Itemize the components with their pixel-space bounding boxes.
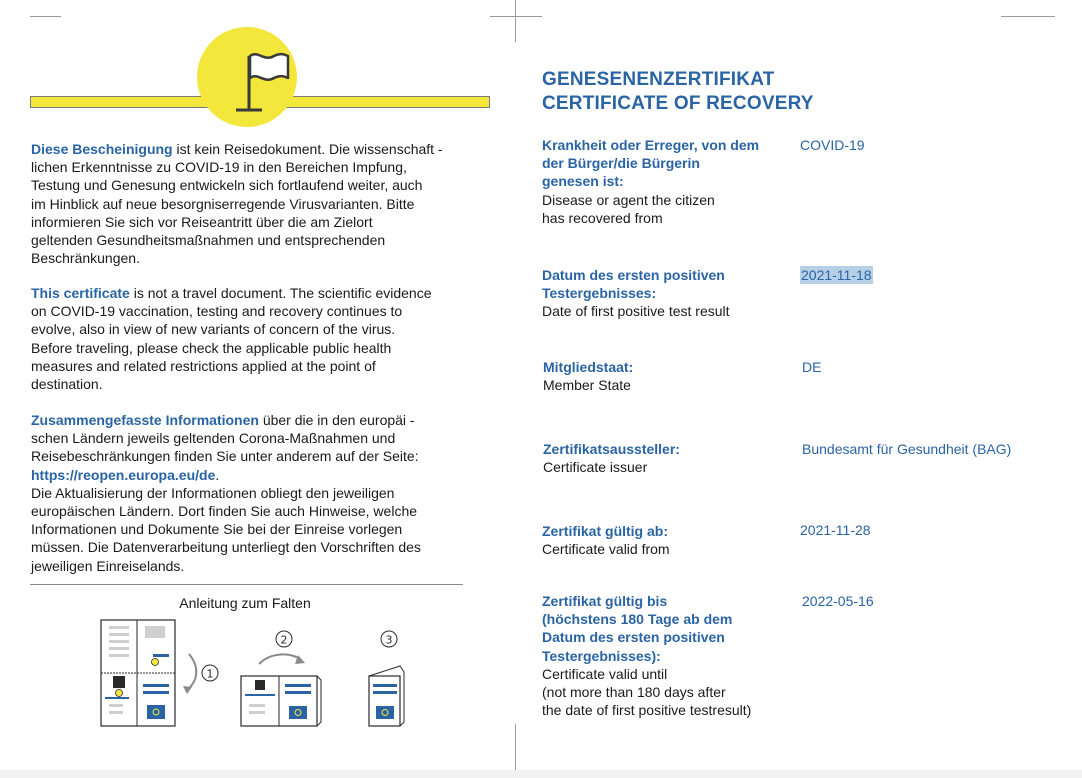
field-issuer-label: Zertifikatsaussteller: Certificate issuer <box>543 441 680 476</box>
notice-de: Diese Bescheinigung ist kein Reisedokument. Die wissenschaft - lichen Erkenntnisse zu COVID-19 in den Bereichen Impfung, Testung und Genesung entwickeln sich fortlaufend weiter, auch im Hinblick auf neue besorgniserregende Virusvarianten. Bitte informieren Sie sich vor Reiseantritt über die am Zielort geltenden Gesundheitsmaßnahmen und entsprechenden Beschränkungen. <box>31 141 443 267</box>
field-first-positive-label: Datum des ersten positiven Testergebnisses: Date of first positive test result <box>542 267 730 320</box>
field-first-positive-value[interactable]: 2021-11-18 <box>801 267 872 283</box>
crop-mark <box>30 16 61 17</box>
reopen-link[interactable]: https://reopen.europa.eu/de <box>31 466 216 483</box>
field-issuer-value: Bundesamt für Gesundheit (BAG) <box>802 441 1012 457</box>
title-en: CERTIFICATE OF RECOVERY <box>542 93 814 114</box>
bottom-edge <box>0 770 1082 778</box>
travel-info: Zusammengefasste Informationen über die in den europäi - schen Ländern jeweils geltenden Corona-Maßnahmen und Reisebeschränkungen finden Sie unter anderem auf der Seite: https://reopen.europa.eu/de. Die Aktualisierung der Informationen obliegt den jeweiligen europäischen Ländern. Dort finden Sie auch Hinweise, welche Informationen und Dokumente Sie bei der Einreise vorlegen müssen. Die Datenverarbeitung unterliegt den Vorschriften des jeweiligen Einreiselands. <box>31 412 421 574</box>
fold-title: Anleitung zum Falten <box>179 595 311 611</box>
field-member-state-value: DE <box>802 359 822 375</box>
field-valid-until-label: Zertifikat gültig bis (höchstens 180 Tage ab dem Datum des ersten positiven Testergebnisses): Certificate valid until (not more than 180 days after the date of first positive testresult) <box>542 593 752 719</box>
section-divider <box>30 584 463 585</box>
crop-mark <box>1001 16 1055 17</box>
crop-mark <box>490 16 542 17</box>
field-disease-value: COVID-19 <box>800 137 865 153</box>
notice-en: This certificate is not a travel document. The scientific evidence on COVID-19 vaccination, testing and recovery continues to evolve, also in view of new variants of concern of the virus. Before traveling, please check the applicable public health measures and related restrictions applied at the point of destination. <box>31 285 432 393</box>
title-de: GENESENENZERTIFIKAT <box>542 69 775 90</box>
flag-icon <box>226 44 296 116</box>
svg-text:3: 3 <box>385 633 393 647</box>
svg-text:2: 2 <box>280 633 288 647</box>
notice-en-highlight: This certificate <box>31 285 130 301</box>
crop-mark <box>515 0 516 42</box>
field-valid-from-value: 2021-11-28 <box>800 522 871 538</box>
field-disease-label: Krankheit oder Erreger, von dem der Bürger/die Bürgerin genesen ist: Disease or agent the citizen has recovered from <box>542 137 760 226</box>
field-member-state-label: Mitgliedstaat: Member State <box>543 359 634 394</box>
svg-text:1: 1 <box>206 667 214 681</box>
fold-diagram <box>95 614 435 734</box>
field-valid-from-label: Zertifikat gültig ab: Certificate valid from <box>542 523 670 558</box>
notice-de-highlight: Diese Bescheinigung <box>31 141 173 157</box>
travel-info-highlight: Zusammengefasste Informationen <box>31 412 259 428</box>
certificate-title <box>542 68 814 116</box>
field-valid-until-value: 2022-05-16 <box>802 593 874 609</box>
